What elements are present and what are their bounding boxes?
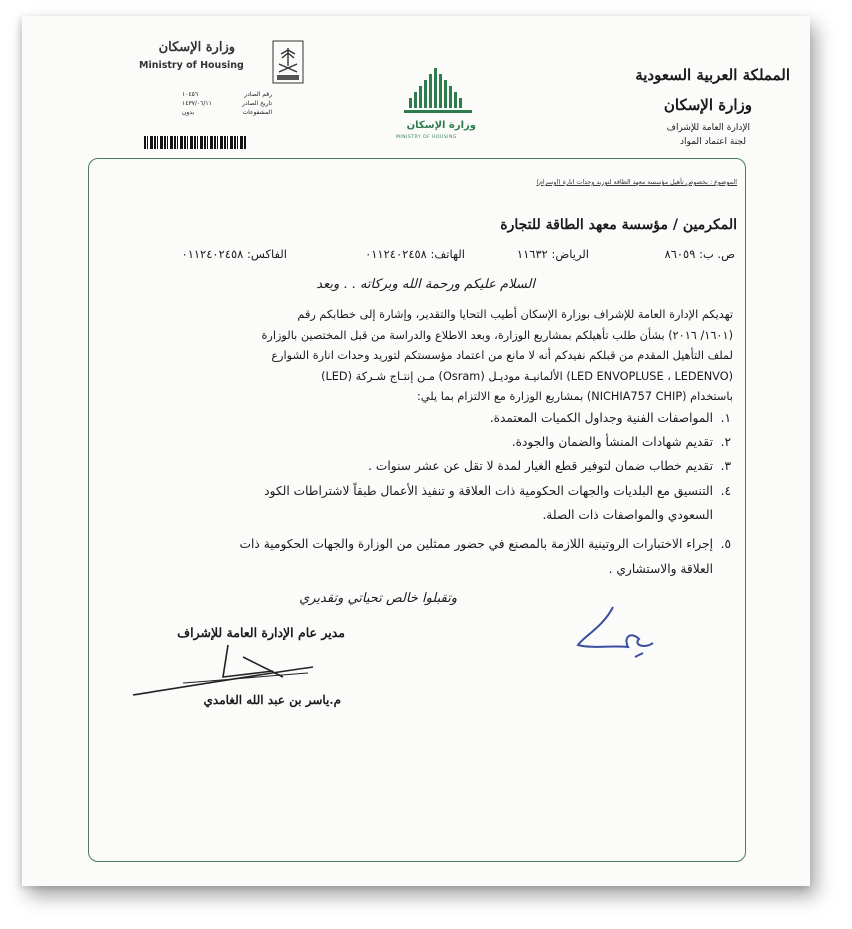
list-text: إجراء الاختبارات الروتينية اللازمة بالمصنع في حضور ممثلين من الوزارة والجهات الحكومية ذات — [239, 537, 713, 551]
date-label: تاريخ الصادر — [242, 100, 272, 107]
list-item — [368, 459, 731, 473]
city-code: الرياض: ١١٦٣٢ — [516, 247, 589, 261]
list-number: ١. — [720, 411, 731, 425]
signatory-name: م.ياسر بن عبد الله الغامدي — [203, 693, 341, 707]
list-item — [490, 411, 731, 425]
ministry-logo — [394, 64, 482, 144]
ref-no-value: ١٠٤٥٦ — [182, 91, 199, 98]
list-number: ٤. — [720, 484, 731, 498]
list-text: التنسيق مع البلديات والجهات الحكومية ذات العلاقة و تنفيذ الأعمال طبقاً لاشتراطات الكود — [264, 484, 713, 498]
list-number: ٢. — [720, 435, 731, 449]
barcode — [144, 136, 246, 149]
greeting: السلام عليكم ورحمة الله وبركاته . . وبعد — [316, 277, 535, 292]
initials-signature-icon — [573, 597, 673, 677]
department-line-1: الإدارة العامة للإشراف — [666, 123, 750, 133]
body-paragraph — [103, 305, 733, 408]
phone-number: الهاتف: ٠١١٢٤٠٢٤٥٨ — [365, 247, 465, 261]
logo-text-english: MINISTRY OF HOUSING — [396, 135, 457, 140]
body-line: (١٦٠١/ ٢٠١٦) بشأن طلب تأهيلكم بمشاريع الوزارة، وبعد الاطلاع والدراسة من قبل المختصين بالوزارة — [261, 328, 733, 342]
list-item — [240, 537, 731, 551]
list-item-continuation: السعودي والمواصفات ذات الصلة. — [542, 508, 713, 522]
logo-text-arabic: وزارة الإسكان — [406, 120, 476, 131]
attachments-value: بدون — [182, 109, 195, 116]
list-item — [512, 435, 731, 449]
letter-page — [22, 16, 810, 886]
ministry-emblem — [272, 40, 304, 84]
list-text: تقديم شهادات المنشأ والضمان والجودة. — [511, 435, 713, 449]
list-item — [264, 484, 731, 498]
building-logo-icon — [394, 64, 482, 126]
contact-line — [119, 247, 741, 267]
list-text: تقديم خطاب ضمان لتوفير قطع الغيار لمدة لا تقل عن عشر سنوات . — [368, 459, 713, 473]
attachments-label: المشفوعات — [242, 109, 272, 116]
ministry-name-right: وزارة الإسكان — [663, 96, 752, 114]
palm-swords-emblem-icon — [272, 40, 304, 84]
po-box: ص. ب: ٨٦٠٥٩ — [664, 247, 735, 261]
department-line-2: لجنة اعتماد المواد — [680, 137, 746, 147]
ref-no-label: رقم الصادر — [244, 91, 272, 98]
body-line: تهديكم الإدارة العامة للإشراف بوزارة الإسكان أطيب التحايا والتقدير، وإشارة إلى خطابكم رقم — [297, 308, 733, 321]
list-number: ٣. — [720, 459, 731, 473]
subject-line: الموضوع : بخصوص تأهيل مؤسسة معهد الطاقة لتوريد وحدات انارة (اوسرام) — [536, 179, 737, 186]
reference-block — [182, 90, 272, 117]
body-line: (LED) مـن إنتـاج شـركة (Osram) الألمانيـة موديـل (LED ENVOPLUSE ، LEDENVO) — [321, 369, 733, 383]
list-number: ٥. — [720, 537, 731, 551]
content-frame — [88, 158, 746, 862]
list-item-continuation: العلاقة والاستشاري . — [608, 562, 713, 576]
ministry-name-left: وزارة الإسكان — [158, 40, 235, 55]
recipient-name: المكرمين / مؤسسة معهد الطاقة للتجارة — [500, 217, 737, 233]
date-value: ١٤٣٧/٠٦/١١ — [182, 100, 212, 107]
list-text: المواصفات الفنية وجداول الكميات المعتمدة. — [489, 411, 713, 425]
closing-line: وتقبلوا خالص تحياتي وتقديري — [299, 591, 457, 606]
fax-number: الفاكس: ٠١١٢٤٠٢٤٥٨ — [181, 247, 287, 261]
kingdom-name: المملكة العربية السعودية — [635, 66, 790, 84]
body-line: باستخدام (NICHIA757 CHIP) بمشاريع الوزارة مع الالتزام بما يلي: — [417, 390, 733, 403]
signatory-title: مدير عام الإدارة العامة للإشراف — [177, 625, 345, 640]
body-line: لملف التأهيل المقدم من قبلكم نفيدكم أنه لا مانع من اعتماد مؤسستكم لتوريد وحدات انارة الشوارع — [271, 349, 733, 362]
ministry-name-english: Ministry of Housing — [139, 60, 244, 71]
